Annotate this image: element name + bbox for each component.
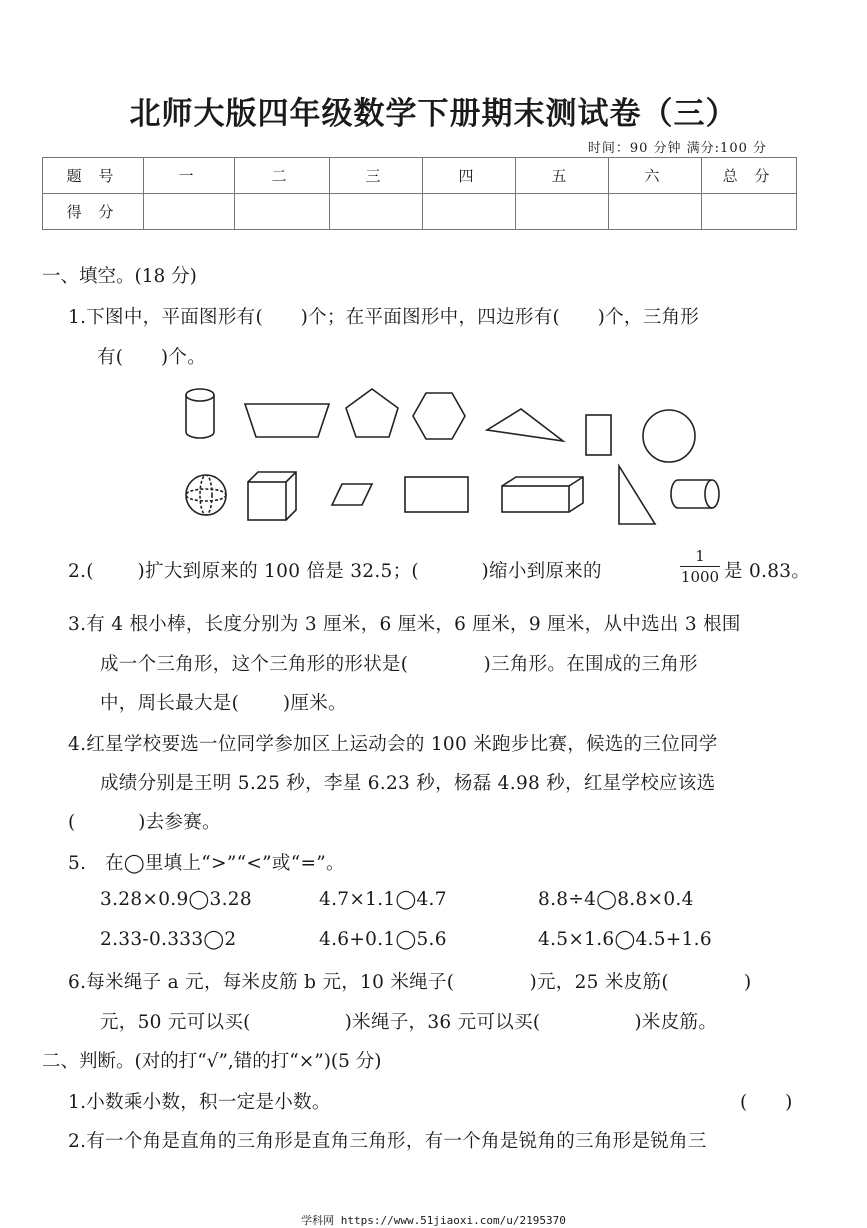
compare-item: 8.8÷4◯8.8×0.4 (538, 889, 694, 910)
question-line: ( )去参赛。 (68, 812, 221, 833)
question-line: 6.每米绳子 a 元，每米皮筋 b 元，10 米绳子( )元，25 米皮筋( ) (68, 972, 752, 993)
score-cell: 二 (235, 158, 330, 194)
fraction-numerator: 1 (680, 546, 720, 567)
score-cell: 一 (144, 158, 235, 194)
question-line: 1.小数乘小数，积一定是小数。 (68, 1092, 331, 1113)
question-line: 元，50 元可以买( )米绳子，36 元可以买( )米皮筋。 (100, 1012, 718, 1033)
hexagon-shape (413, 393, 465, 439)
question-line: 5. 在◯里填上“>”“<”或“=”。 (68, 853, 345, 874)
footer-url: 学科网 https://www.51jiaoxi.com/u/2195370 (301, 1214, 566, 1227)
page-title: 北师大版四年级数学下册期末测试卷（三） (129, 96, 738, 132)
exam-meta: 时间：90 分钟 满分:100 分 (587, 141, 767, 156)
cylinder-shape (186, 389, 214, 438)
rectangle-shape (586, 415, 611, 455)
section2-heading: 二、判断。(对的打“√”,错的打“×”)(5 分) (42, 1051, 382, 1072)
question-line: 2.有一个角是直角的三角形是直角三角形，有一个角是锐角的三角形是锐角三 (68, 1131, 707, 1152)
question-line: 成绩分别是王明 5.25 秒，李星 6.23 秒，杨磊 4.98 秒，红星学校应该选 (100, 773, 716, 794)
question-line: 1.下图中，平面图形有( )个；在平面图形中，四边形有( )个，三角形 (68, 307, 700, 328)
score-cell: 四 (423, 158, 516, 194)
question-line: 2.( )扩大到原来的 100 倍是 32.5；( )缩小到原来的 (68, 561, 602, 582)
score-label: 得 分 (43, 194, 144, 230)
horizontal-cylinder-shape (671, 480, 719, 508)
compare-item: 4.5×1.6◯4.5+1.6 (538, 929, 712, 950)
cube-shape (248, 472, 296, 520)
cuboid-shape (502, 477, 583, 512)
fraction (680, 546, 720, 587)
pentagon-shape (346, 389, 398, 437)
compare-item: 4.6+0.1◯5.6 (319, 929, 447, 950)
question-line: 有( )个。 (97, 347, 207, 368)
compare-item: 2.33-0.333◯2 (100, 929, 237, 950)
answer-paren[interactable]: ( ) (740, 1092, 793, 1113)
compare-item: 4.7×1.1◯4.7 (319, 889, 447, 910)
question-line: 4.红星学校要选一位同学参加区上运动会的 100 米跑步比赛，候选的三位同学 (68, 734, 718, 755)
rectangle-shape (405, 477, 468, 512)
sphere-shape (186, 475, 226, 515)
section1-heading: 一、填空。(18 分) (42, 266, 197, 287)
circle-shape (643, 410, 695, 462)
question-line: 3.有 4 根小棒，长度分别为 3 厘米，6 厘米，6 厘米，9 厘米，从中选出 3 根围 (68, 614, 741, 635)
score-cell: 总 分 (702, 158, 797, 194)
fraction-denominator: 1000 (680, 568, 720, 586)
trapezoid-shape (245, 404, 329, 437)
question-line: 成一个三角形，这个三角形的形状是( )三角形。在围成的三角形 (100, 654, 698, 675)
triangle-shape (487, 409, 563, 441)
question-line: 是 0.83。 (724, 561, 811, 582)
score-cell: 三 (330, 158, 423, 194)
score-cell: 题 号 (43, 158, 144, 194)
right-triangle-shape (619, 466, 655, 524)
parallelogram-shape (332, 484, 372, 505)
question-line: 中，周长最大是( )厘米。 (100, 693, 347, 714)
score-cell: 六 (609, 158, 702, 194)
compare-item: 3.28×0.9◯3.28 (100, 889, 252, 910)
score-cell: 五 (516, 158, 609, 194)
